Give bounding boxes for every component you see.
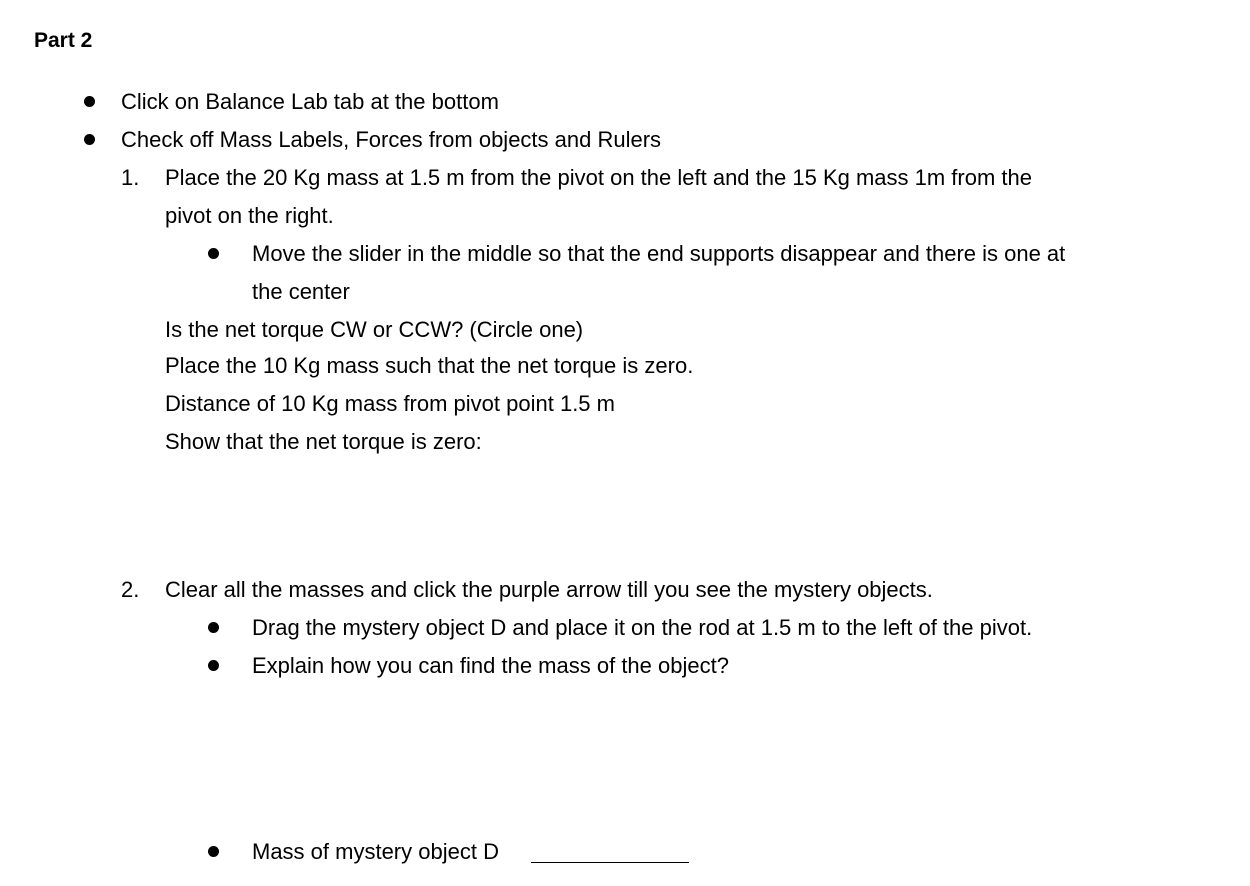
q1-distance-line: Distance of 10 Kg mass from pivot point 1.5 m: [165, 391, 615, 416]
bullet-dot: [208, 622, 219, 633]
bullet-dot: [208, 248, 219, 259]
q1-sub-bullet-line-1: Move the slider in the middle so that the end supports disappear and there is one at: [252, 241, 1066, 266]
answer-blank-line[interactable]: [531, 862, 689, 863]
q1-place-instruction: Place the 10 Kg mass such that the net torque is zero.: [165, 353, 694, 378]
q2-bullet-2: Explain how you can find the mass of the object?: [252, 653, 729, 678]
q1-number: 1.: [121, 165, 140, 190]
intro-bullet-1: Click on Balance Lab tab at the bottom: [121, 89, 499, 114]
bullet-dot: [208, 846, 219, 857]
bullet-dot: [84, 96, 95, 107]
q2-mass-label: Mass of mystery object D: [252, 839, 499, 864]
q1-torque-question: Is the net torque CW or CCW? (Circle one): [165, 317, 584, 342]
bullet-dot: [208, 660, 219, 671]
q1-line-1: Place the 20 Kg mass at 1.5 m from the pivot on the left and the 15 Kg mass 1m from the: [165, 165, 1033, 190]
intro-bullet-2: Check off Mass Labels, Forces from objects and Rulers: [121, 127, 662, 152]
q1-sub-bullet-line-2: the center: [252, 279, 350, 304]
q2-number: 2.: [121, 577, 140, 602]
page-heading: Part 2: [34, 29, 93, 52]
q2-bullet-1: Drag the mystery object D and place it on the rod at 1.5 m to the left of the pivot.: [252, 615, 1033, 640]
q1-line-2: pivot on the right.: [165, 203, 334, 228]
q1-show-line: Show that the net torque is zero:: [165, 429, 482, 454]
q2-line-1: Clear all the masses and click the purple arrow till you see the mystery objects.: [165, 577, 933, 602]
bullet-dot: [84, 134, 95, 145]
